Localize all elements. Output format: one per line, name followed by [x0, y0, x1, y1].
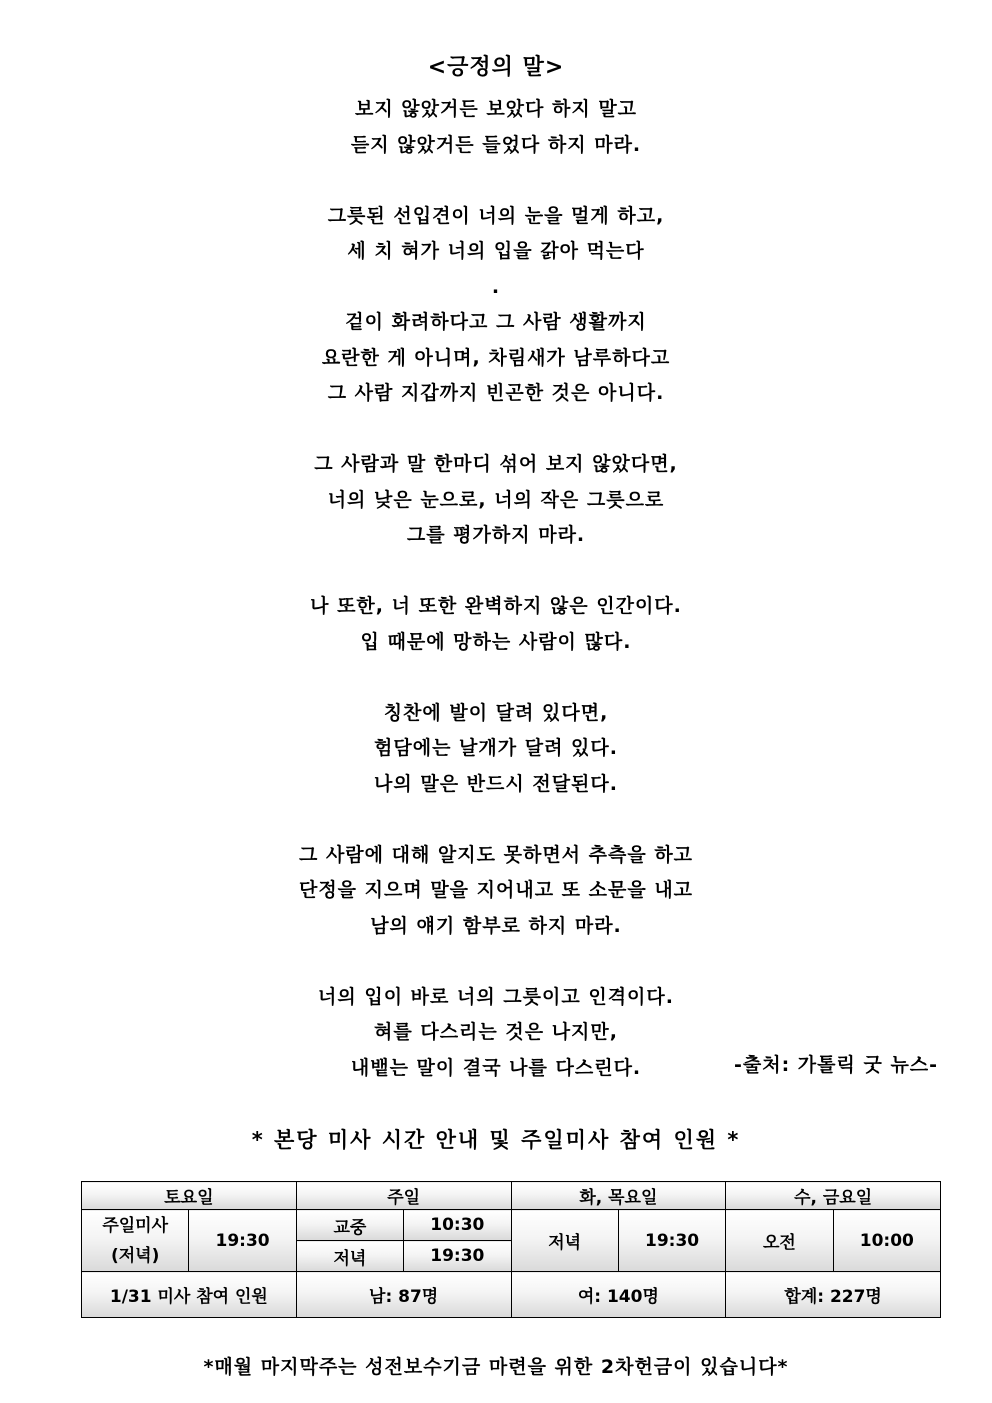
poem-line: 칭찬에 발이 달려 있다면, — [383, 701, 609, 724]
poem-line: 너의 입이 바로 너의 그릇이고 인격이다. — [318, 985, 674, 1008]
attendance-female: 여: 140명 — [511, 1272, 726, 1318]
poem-line: 그 사람과 말 한마디 섞어 보지 않았다면, — [314, 453, 678, 475]
poem-line: 요란한 게 아니며, 차림새가 남루하다고 — [321, 346, 671, 369]
wed-fri-time: 10:00 — [833, 1210, 940, 1272]
poem-line: 그 사람 지갑까지 빈곤한 것은 아니다. — [327, 382, 665, 404]
poem-line: 험담에는 날개가 달려 있다. — [374, 737, 618, 759]
poem-line: 그릇된 선입견이 너의 눈을 멀게 하고, — [327, 204, 665, 227]
header-saturday: 토요일 — [82, 1182, 297, 1210]
saturday-label-line1: 주일미사 — [102, 1215, 169, 1236]
attendance-male: 남: 87명 — [296, 1272, 511, 1318]
footer-note: *매월 마지막주는 성전보수기금 마련을 위한 2차헌금이 있습니다* — [203, 1356, 789, 1378]
poem-title: <긍정의 말> — [427, 55, 565, 80]
saturday-time: 19:30 — [189, 1210, 296, 1272]
poem-line: 그 사람에 대해 알지도 못하면서 추측을 하고 — [298, 843, 694, 866]
sunday-label-morning: 교중 — [296, 1210, 403, 1241]
poem-source: -출처: 가톨릭 굿 뉴스- — [734, 1054, 939, 1076]
poem-blank-line — [0, 554, 992, 590]
poem-line: 겉이 화려하다고 그 사람 생활까지 — [345, 311, 647, 333]
saturday-label-cell — [82, 1210, 189, 1272]
poem-blank-line — [0, 802, 992, 838]
sunday-time-evening: 19:30 — [404, 1241, 511, 1272]
header-tue-thu: 화, 목요일 — [511, 1182, 726, 1210]
poem-line: 너의 낮은 눈으로, 너의 작은 그릇으로 — [327, 488, 665, 511]
poem-blank-line — [0, 660, 992, 696]
mass-schedule-table — [81, 1181, 941, 1318]
tue-thu-time: 19:30 — [618, 1210, 725, 1272]
sunday-time-morning: 10:30 — [404, 1210, 511, 1241]
poem-body — [0, 92, 992, 1086]
poem-line: 남의 얘기 함부로 하지 마라. — [370, 914, 622, 937]
poem-line: 입 때문에 망하는 사람이 많다. — [360, 630, 632, 653]
header-wed-fri: 수, 금요일 — [726, 1182, 941, 1210]
poem-line: 나의 말은 반드시 전달된다. — [374, 772, 618, 795]
poem-line: 세 치 혀가 너의 입을 갉아 먹는다 — [347, 240, 645, 262]
poem-line: 단정을 지으며 말을 지어내고 또 소문을 내고 — [298, 879, 694, 901]
poem-blank-line — [0, 163, 992, 199]
poem-line: 나 또한, 너 또한 완벽하지 않은 인간이다. — [310, 595, 682, 617]
poem-line: 혀를 다스리는 것은 나지만, — [374, 1021, 618, 1043]
saturday-label-line2: (저녁) — [110, 1245, 160, 1266]
wed-fri-label: 오전 — [726, 1210, 833, 1272]
poem-blank-line — [0, 944, 992, 980]
header-sunday: 주일 — [296, 1182, 511, 1210]
poem-line: 듣지 않았거든 들었다 하지 마라. — [350, 133, 642, 156]
poem-line: 그를 평가하지 마라. — [406, 524, 586, 546]
sunday-label-evening: 저녁 — [296, 1241, 403, 1272]
attendance-total: 합계: 227명 — [726, 1272, 941, 1318]
poem-line: 내뱉는 말이 결국 나를 다스린다. — [350, 1056, 642, 1079]
tue-thu-label: 저녁 — [511, 1210, 618, 1272]
poem-line: . — [491, 275, 501, 298]
poem-blank-line — [0, 412, 992, 448]
schedule-title: * 본당 미사 시간 안내 및 주일미사 참여 인원 * — [251, 1128, 741, 1152]
poem-line: 보지 않았거든 보았다 하지 말고 — [354, 98, 638, 120]
attendance-label: 1/31 미사 참여 인원 — [82, 1272, 297, 1318]
